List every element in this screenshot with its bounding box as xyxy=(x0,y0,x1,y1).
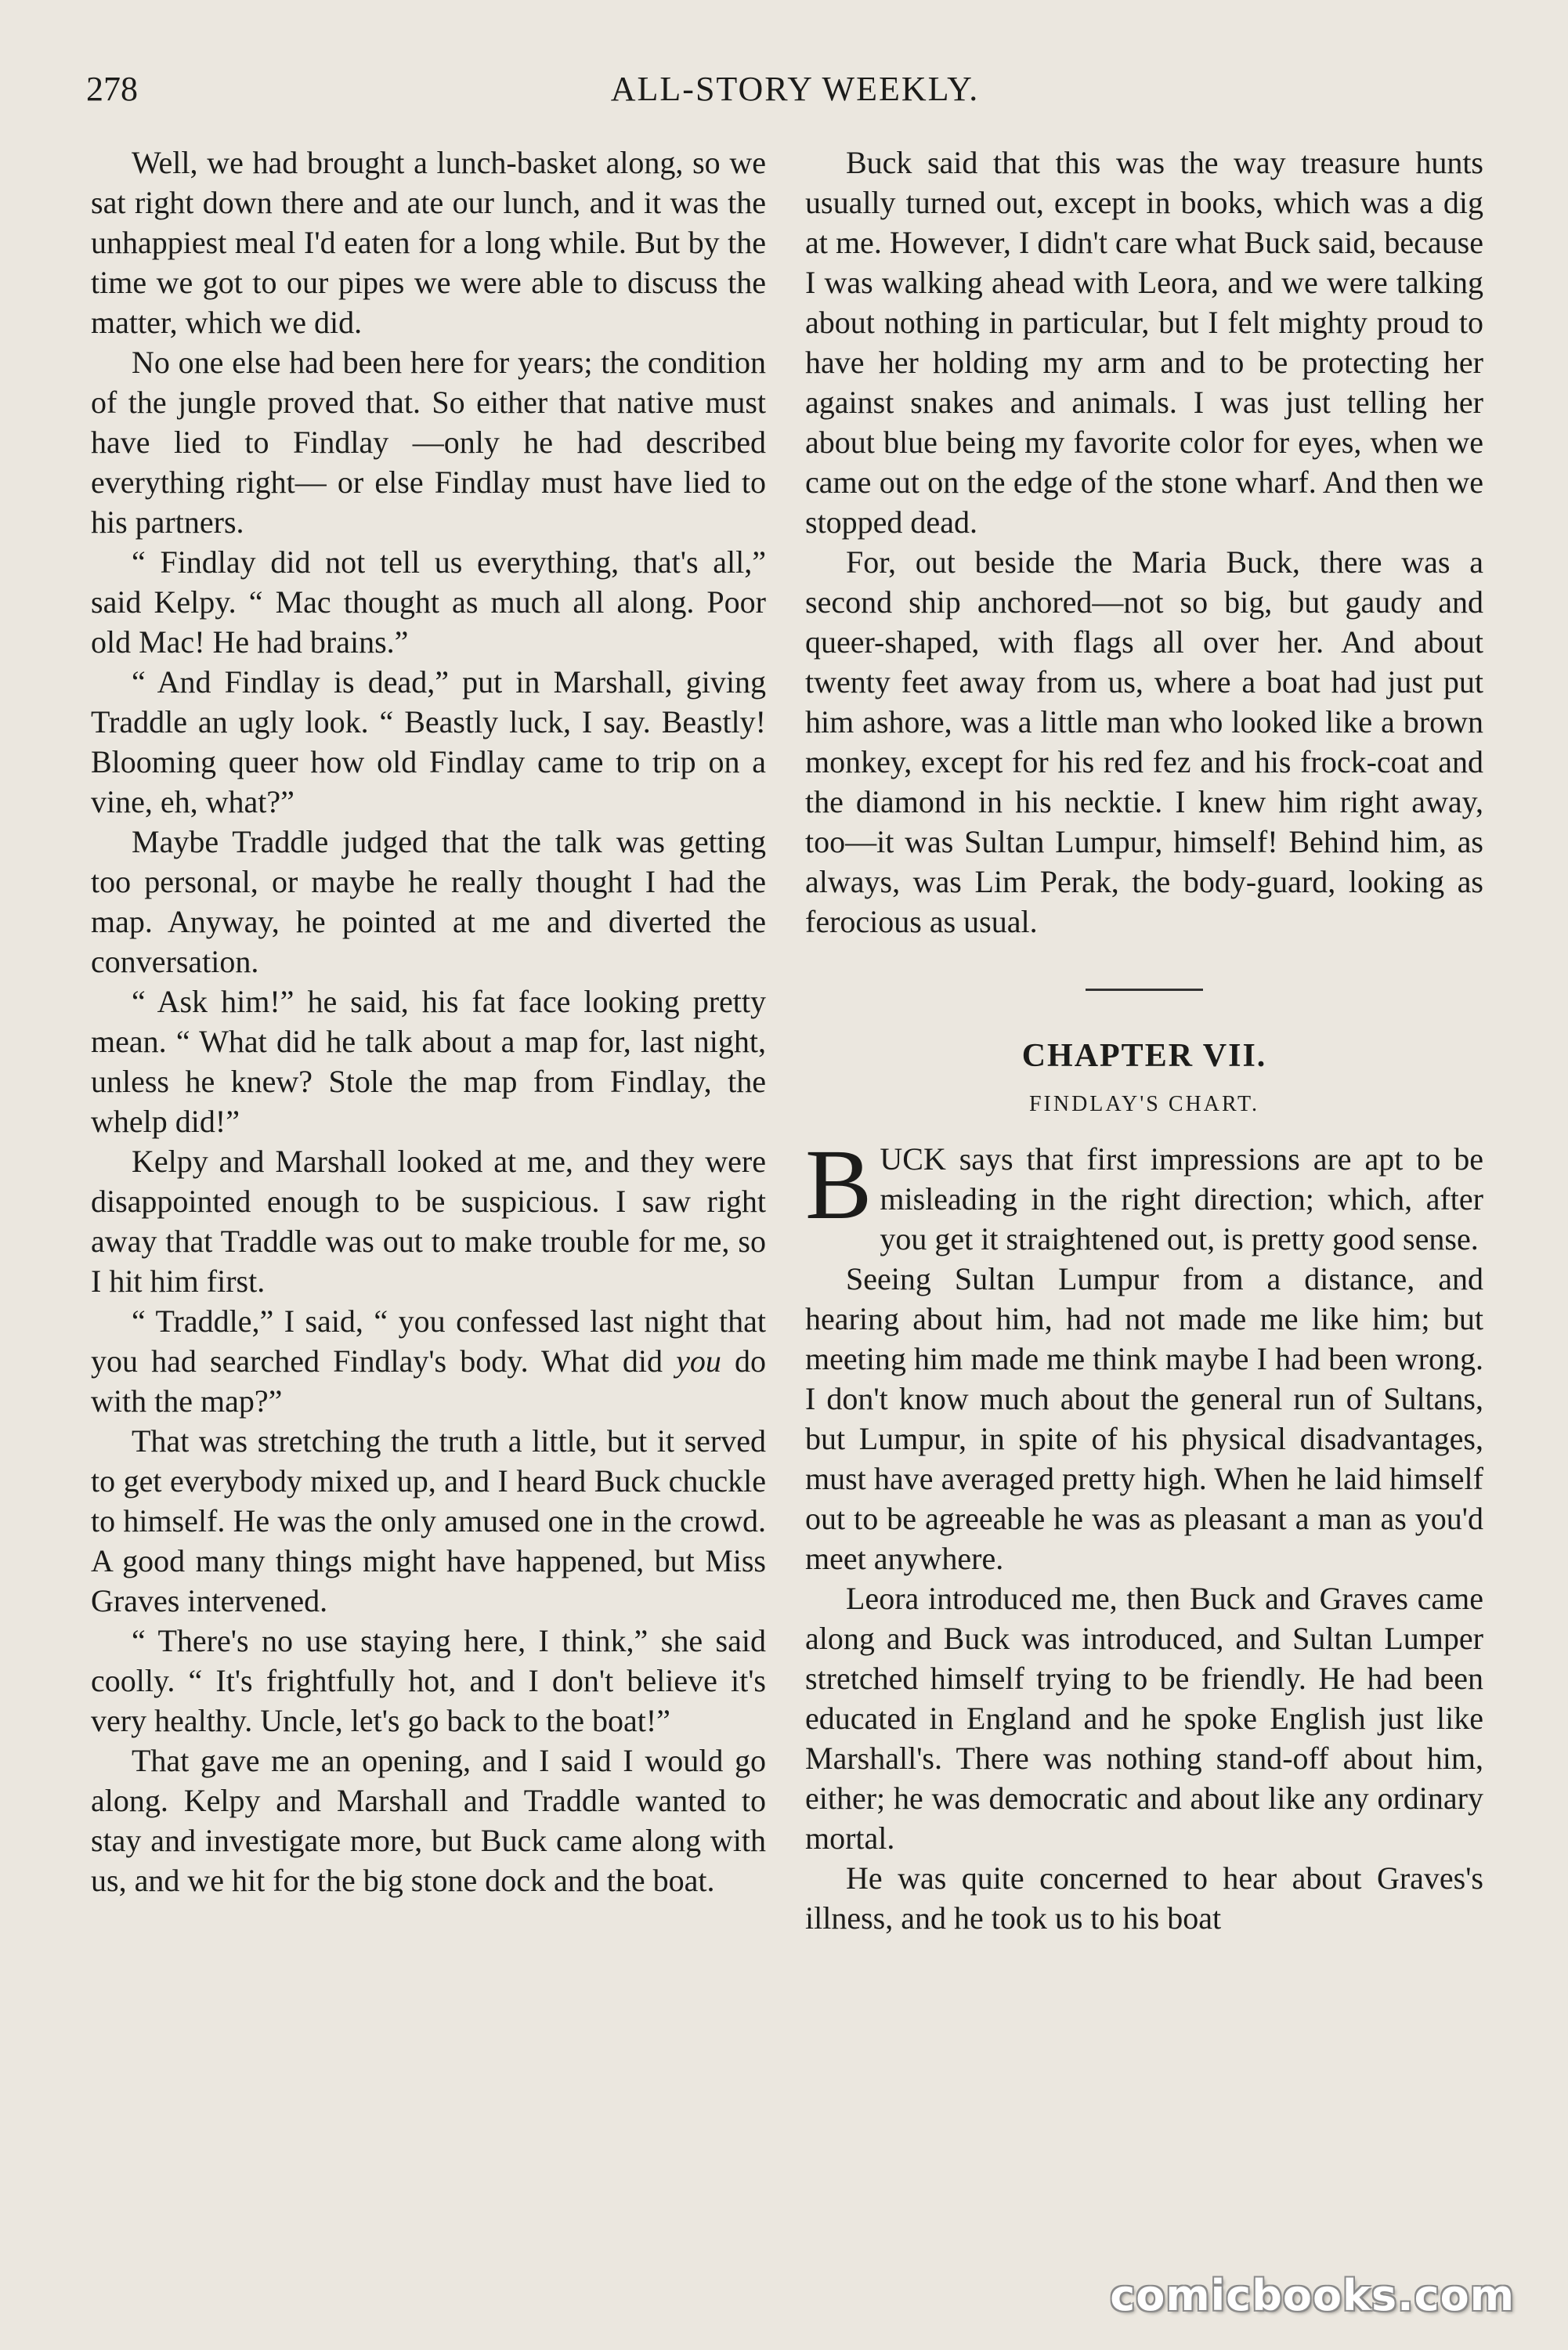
paragraph: Well, we had brought a lunch-basket along, so we sat right down there and ate our lunch, and it was the unhappiest meal I'd eaten for a long while. But by the time we got to our pipes we were able to discuss the matter, which we did. xyxy=(91,145,766,340)
paragraph: He was quite concerned to hear about Graves's illness, and he took us to his boat xyxy=(805,1860,1483,1936)
paragraph: Leora introduced me, then Buck and Graves came along and Buck was introduced, and Sultan Lumper stretched himself trying to be friendly. He had been educated in England and he spoke English just like Marshall's. There was nothing stand-off about him, either; he was democratic and about like any ordinary mortal. xyxy=(805,1581,1483,1856)
paragraph: “ Findlay did not tell us everything, that's all,” said Kelpy. “ Mac thought as much all along. Poor old Mac! He had brains.” xyxy=(91,544,766,660)
paragraph: Buck said that this was the way treasure hunts usually turned out, except in books, which was a dig at me. However, I didn't care what Buck said, because I was walking ahead with Leora, and we were talking about nothing in particular, but I felt mighty proud to have her holding my arm and to be protecting her against snakes and animals. I was just telling her about blue being my favorite color for eyes, when we came out on the edge of the stone wharf. And then we stopped dead. xyxy=(805,145,1483,540)
running-title: ALL-STORY WEEKLY. xyxy=(610,70,980,108)
chapter-subtitle: FINDLAY'S CHART. xyxy=(1028,1092,1260,1116)
emphasis: you xyxy=(676,1343,721,1379)
watermark-logo: comicbooks.com xyxy=(1110,2271,1515,2320)
paragraph: Seeing Sultan Lumpur from a distance, and hearing about him, had not made me like him; but meeting him made me think maybe I had been wrong. I don't know much about the general run of Sultans, but Lumpur, in spite of his physical disadvantages, must have averaged pretty high. When he laid himself out to be agreeable he was as pleasant a man as you'd meet anywhere. xyxy=(805,1261,1483,1576)
paragraph: Kelpy and Marshall looked at me, and they were disappointed enough to be suspicious. I saw right away that Traddle was out to make trouble for me, so I hit him first. xyxy=(91,1144,766,1299)
paragraph xyxy=(805,1129,1483,1259)
paragraph: Maybe Traddle judged that the talk was getting too personal, or maybe he really thought I had the map. Anyway, he pointed at me and diverted the conversation. xyxy=(91,824,766,979)
section-divider xyxy=(1086,989,1203,991)
chapter-title: CHAPTER VII. xyxy=(1021,1038,1267,1074)
paragraph: That gave me an opening, and I said I would go along. Kelpy and Marshall and Traddle wanted to stay and investigate more, but Buck came along with us, and we hit for the big stone dock and the boat. xyxy=(91,1743,766,1898)
paragraph xyxy=(91,1301,766,1421)
paragraph-text: “ Traddle,” I said, “ you confessed last night that you had searched Findlay's body. What did xyxy=(91,1303,766,1379)
page-header xyxy=(86,69,1504,124)
paragraph: No one else had been here for years; the condition of the jungle proved that. So either that native must have lied to Findlay —only he had described everything right— or else Findlay must have lied to his partners. xyxy=(91,345,766,540)
page-number: 278 xyxy=(86,70,138,108)
paragraph: “ And Findlay is dead,” put in Marshall, giving Traddle an ugly look. “ Beastly luck, I say. Beastly! Blooming queer how old Findlay came to trip on a vine, eh, what?” xyxy=(91,664,766,819)
paragraph: For, out beside the Maria Buck, there was a second ship anchored—not so big, but gaudy and queer-shaped, with flags all over her. And about twenty feet away from us, where a boat had just put him ashore, was a little man who looked like a brown monkey, except for his red fez and his frock-coat and the diamond in his necktie. I knew him right away, too—it was Sultan Lumpur, himself! Behind him, as always, was Lim Perak, the body-guard, looking as ferocious as usual. xyxy=(805,544,1483,939)
paragraph: “ There's no use staying here, I think,” she said coolly. “ It's frightfully hot, and I don't believe it's very healthy. Uncle, let's go back to the boat!” xyxy=(91,1623,766,1738)
paragraph-text: UCK says that first impressions are apt to be misleading in the right direction; which, after you get it straightened out, is pretty good sense. xyxy=(880,1141,1483,1256)
left-column xyxy=(91,143,766,1900)
right-column xyxy=(805,143,1483,1938)
paragraph-text: do with the map?” xyxy=(91,1343,767,1419)
drop-cap: B xyxy=(805,1129,873,1240)
paragraph: That was stretching the truth a little, but it served to get everybody mixed up, and I heard Buck chuckle to himself. He was the only amused one in the crowd. A good many things might have happened, but Miss Graves intervened. xyxy=(91,1423,766,1618)
paragraph: “ Ask him!” he said, his fat face looking pretty mean. “ What did he talk about a map for, last night, unless he knew? Stole the map from Findlay, the whelp did!” xyxy=(91,984,766,1139)
